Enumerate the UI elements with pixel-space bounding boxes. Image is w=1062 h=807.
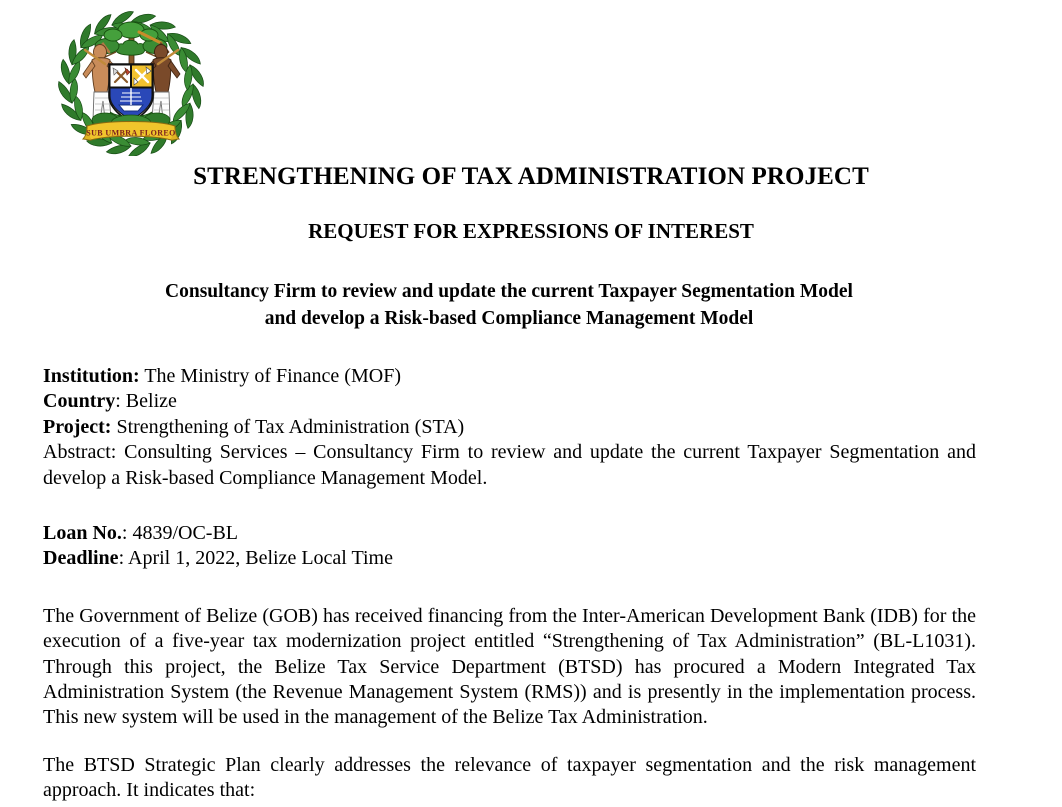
meta-deadline-value: : April 1, 2022, Belize Local Time [118, 547, 393, 570]
coat-of-arms-shield [109, 64, 153, 122]
consultancy-subtitle-line-2: and develop a Risk-based Compliance Management Model [264, 307, 754, 329]
meta-institution-label: Institution: [43, 365, 140, 387]
meta-institution [43, 364, 976, 389]
belize-coat-of-arms-emblem [43, 8, 219, 156]
meta-institution-value: The Ministry of Finance (MOF) [139, 365, 401, 387]
meta-abstract [43, 440, 976, 491]
request-title: REQUEST FOR EXPRESSIONS OF INTEREST [308, 219, 754, 243]
meta-country [43, 389, 976, 414]
meta-project-label: Project: [43, 415, 112, 438]
consultancy-subtitle [43, 279, 975, 333]
meta-country-value: : Belize [115, 390, 177, 413]
body-paragraph-1: The Government of Belize (GOB) has received financing from the Inter-American Development Bank (IDB) for the execution of a five-year tax modernization project entitled “Strengthening of Tax Administration” (BL-L1031). Through this project, the Belize Tax Service Department (BTSD) has procured a Modern Integrated Tax Administration System (the Revenue Management System (RMS)) and is presently in the implementation process. This new system will be used in the management of the Belize Tax Administration. [43, 604, 976, 729]
document-body [43, 364, 976, 803]
page-title: STRENGTHENING OF TAX ADMINISTRATION PROJECT [193, 163, 869, 190]
meta-abstract-label: Abstract [43, 441, 111, 464]
meta-deadline [43, 546, 976, 571]
meta-country-label: Country [43, 390, 116, 413]
meta-loan-number-label: Loan No. [43, 521, 122, 544]
body-paragraph-2: The BTSD Strategic Plan clearly addresses the relevance of taxpayer segmentation and the risk management approach. It indicates that: [43, 753, 976, 802]
meta-project-value: Strengthening of Tax Administration (STA) [111, 415, 465, 438]
consultancy-subtitle-line-1: Consultancy Firm to review and update the current Taxpayer Segmentation Model [165, 281, 853, 302]
meta-abstract-value: : Consulting Services – Consultancy Firm to review and update the current Taxpayer Segmentation and develop a Risk-based Compliance Management Model. [43, 441, 976, 489]
meta-loan-number [43, 521, 976, 546]
motto-scroll [83, 122, 179, 141]
motto-text: SUB UMBRA FLOREO [86, 128, 176, 138]
meta-loan-number-value: : 4839/OC-BL [121, 521, 239, 544]
meta-project [43, 415, 976, 440]
meta-deadline-label: Deadline [43, 547, 119, 570]
